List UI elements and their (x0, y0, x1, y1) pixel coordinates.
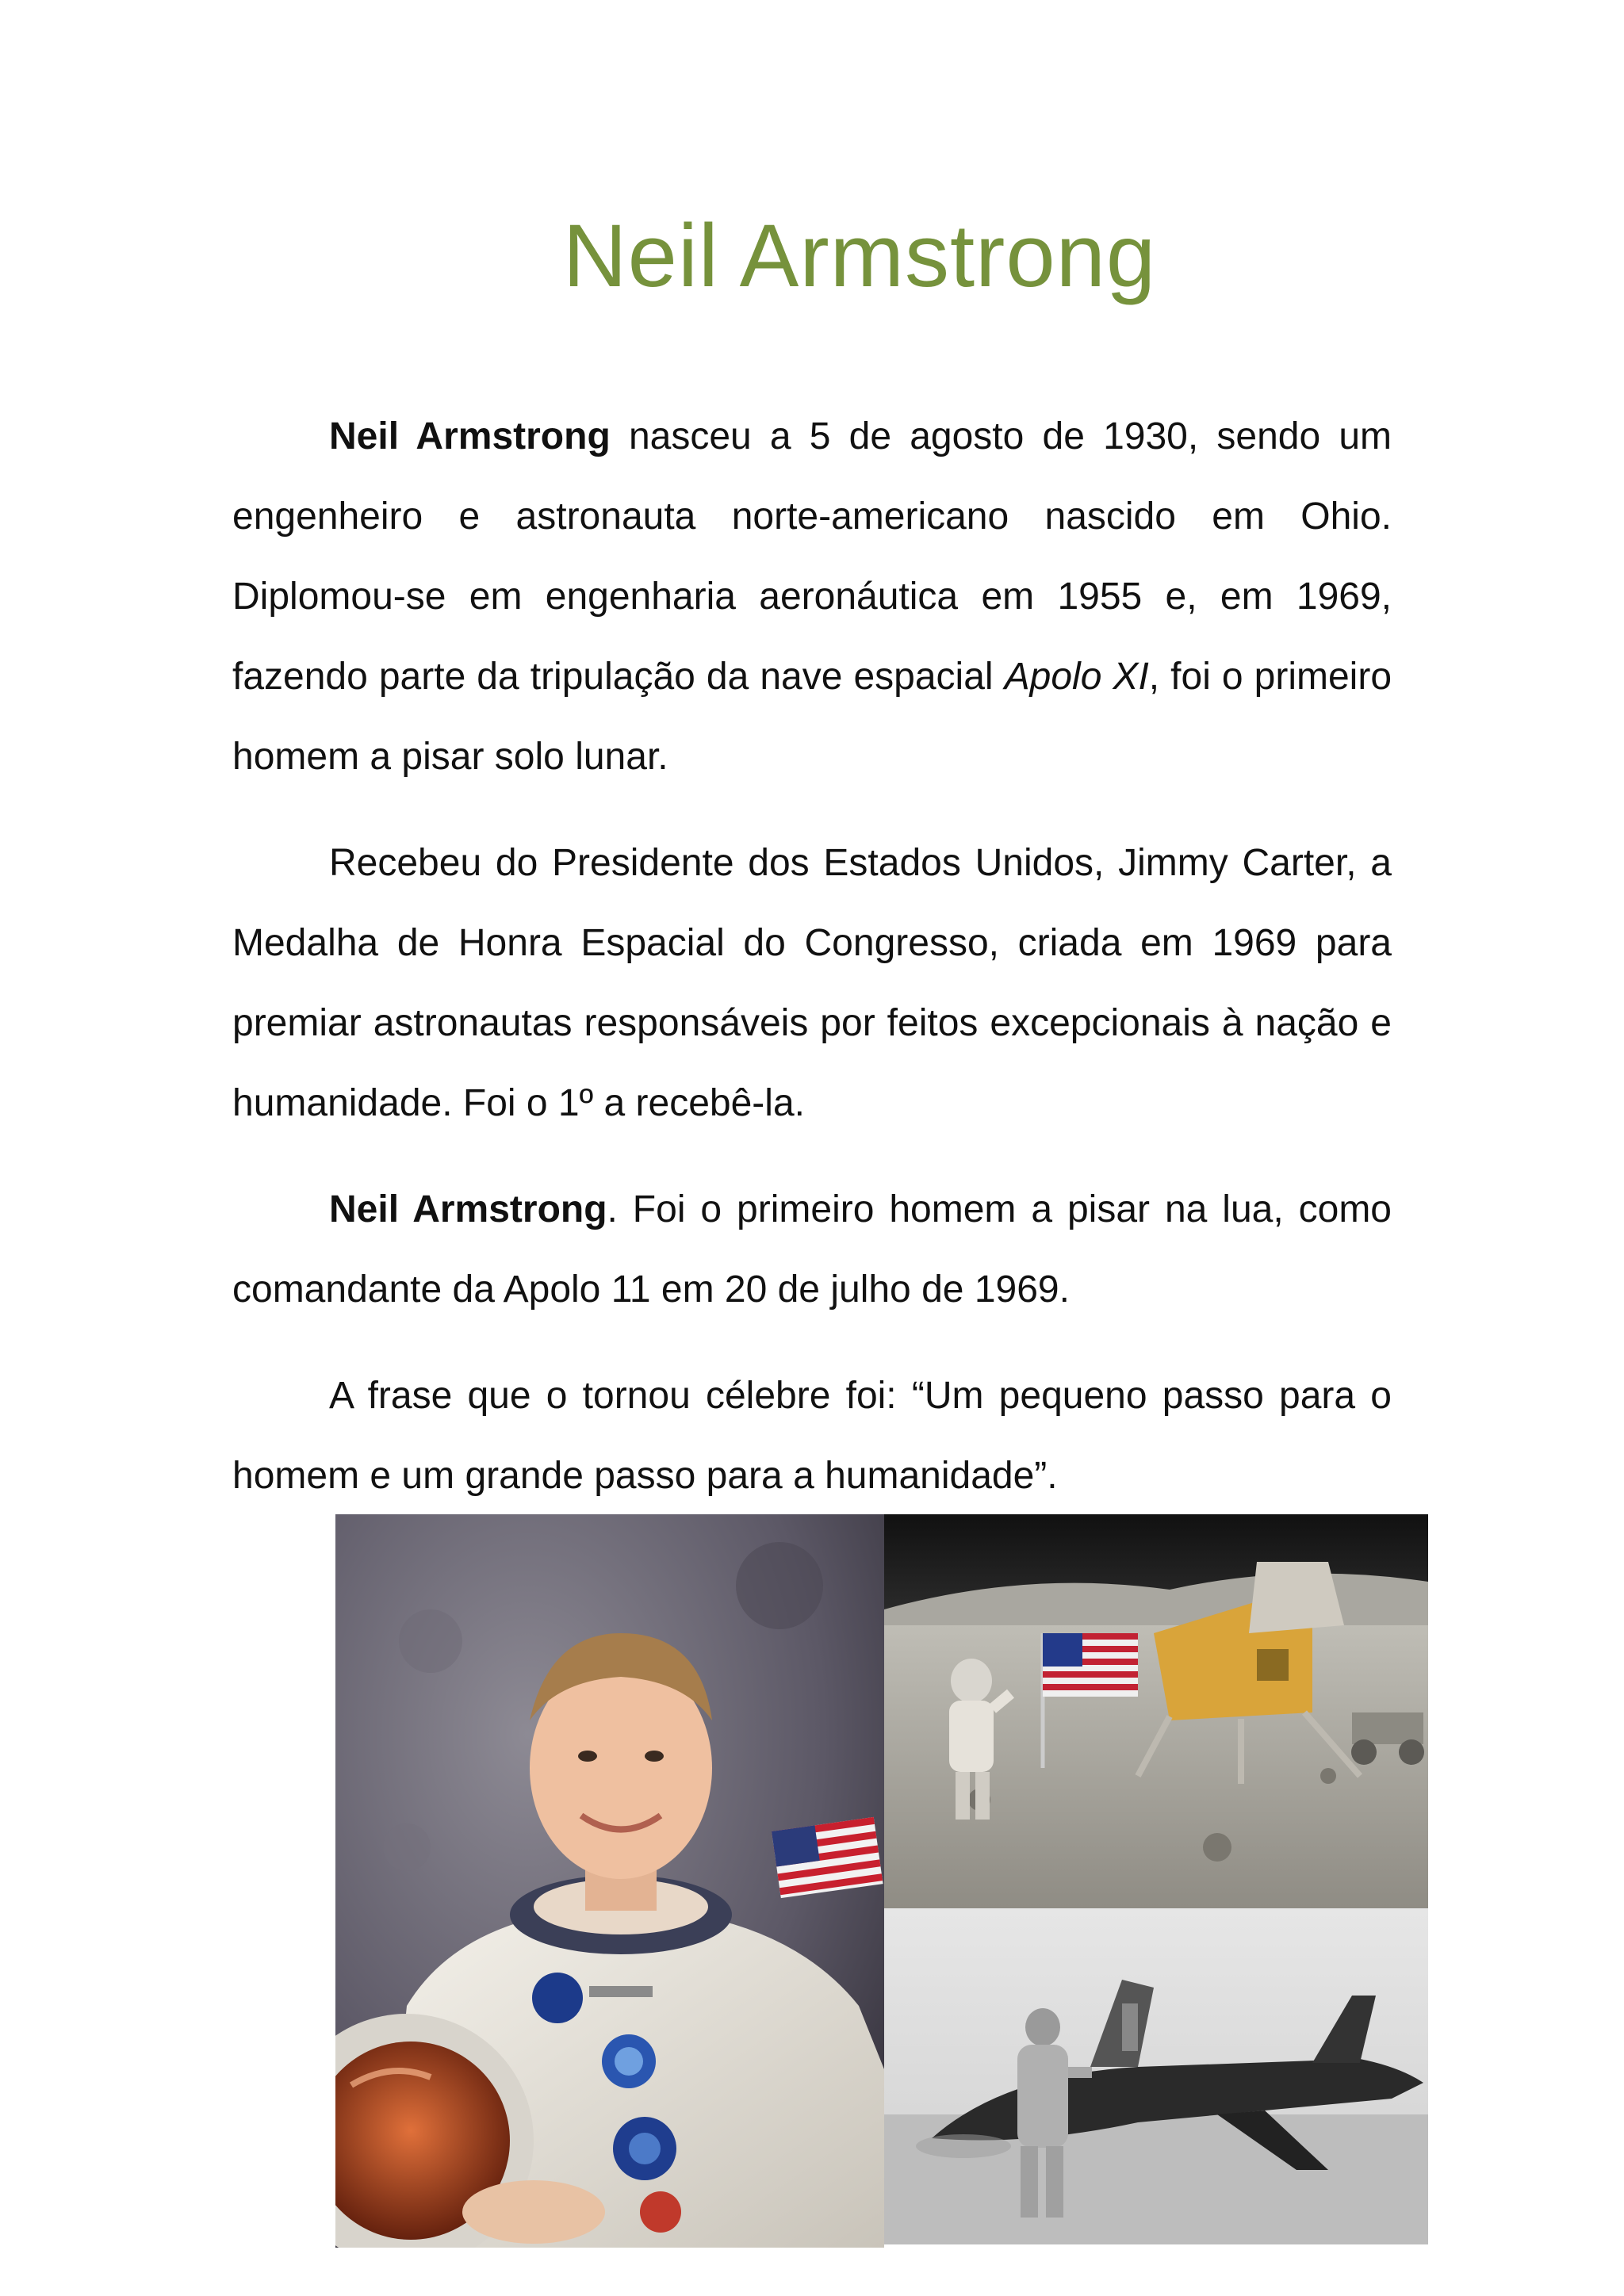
paragraph-1-text-b: , foi o primeiro homem a pisar solo lunar. (232, 656, 1392, 778)
rocket-plane-illustration (884, 1908, 1428, 2244)
x15-rocket-plane-photo (884, 1908, 1428, 2244)
italic-ship-name: Apolo XI (1004, 656, 1149, 698)
paragraph-1-text-a: nasceu a 5 de agosto de 1930, sendo um engenheiro e astronauta norte-americano nascido em Ohio. Diplomou-se em engenharia aeronáutica em 1955 e, em 1969, fazendo parte da tripulação da nave espacial (232, 415, 1392, 698)
bold-name: Neil Armstrong (329, 1188, 607, 1230)
paragraph-3 (232, 1169, 1392, 1330)
page-title: Neil Armstrong (562, 206, 1157, 305)
paragraph-2: Recebeu do Presidente dos Estados Unidos, Jimmy Carter, a Medalha de Honra Espacial do Congresso, criada em 1969 para premiar astronautas responsáveis por feitos excepcionais à nação e humanidade. Foi o 1º a recebê-la. (232, 842, 1392, 1124)
paragraph-4: A frase que o tornou célebre foi: “Um pequeno passo para o homem e um grande passo para a humanidade”. (232, 1375, 1392, 1497)
astronaut-portrait-photo (335, 1514, 884, 2248)
astronaut-portrait-illustration (335, 1514, 884, 2248)
paragraph-1 (232, 396, 1392, 797)
moon-landing-flag-photo (884, 1514, 1428, 1908)
bold-name: Neil Armstrong (329, 415, 611, 457)
body-text (232, 396, 1392, 1542)
paragraph-3-text: . Foi o primeiro homem a pisar na lua, como comandante da Apolo 11 em 20 de julho de 1969. (232, 1188, 1392, 1311)
moon-landing-illustration (884, 1514, 1428, 1908)
